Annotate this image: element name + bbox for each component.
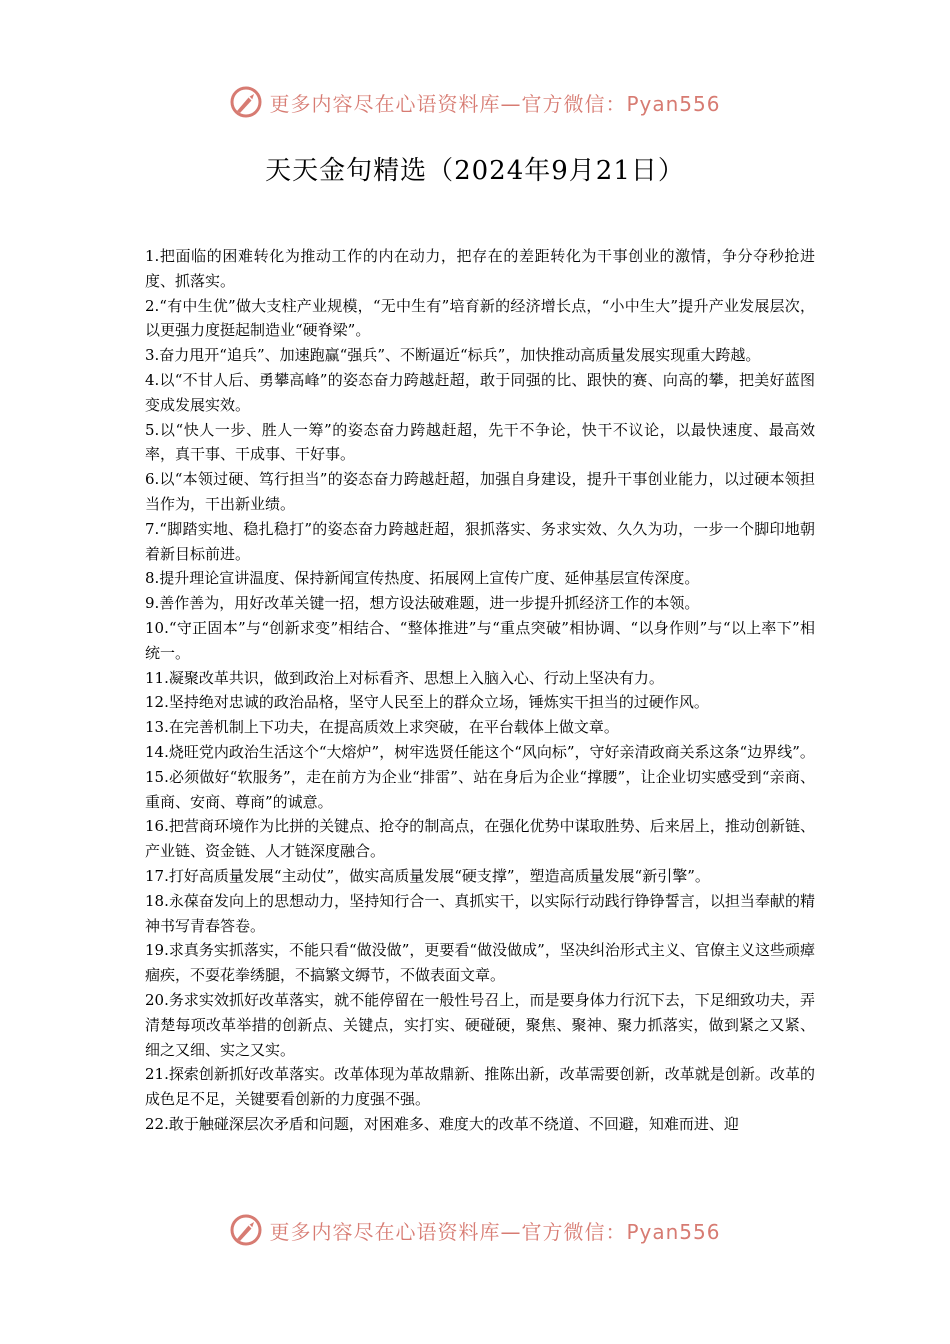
list-item: 14.烧旺党内政治生活这个“大熔炉”，树牢选贤任能这个“风向标”，守好亲清政商关系这条“边界线”。 [145,742,815,761]
list-item: 10.“守正固本”与“创新求变”相结合、“整体推进”与“重点突破”相协调、“以身作则”与“以上率下”相统一。 [145,618,815,662]
banner-text: 更多内容尽在心语资料库—官方微信：Pyan556 [269,91,721,116]
list-item: 19.求真务实抓落实，不能只看“做没做”，更要看“做没做成”，坚决纠治形式主义、官僚主义这些顽瘴痼疾，不耍花拳绣腿，不搞繁文缛节，不做表面文章。 [145,941,815,985]
list-item: 8.提升理论宣讲温度、保持新闻宣传热度、拓展网上宣传广度、延伸基层宣传深度。 [145,569,700,588]
list-item: 20.务求实效抓好改革落实，就不能停留在一般性号召上，而是要身体力行沉下去，下足细致功夫，弄清楚每项改革举措的创新点、关键点，实打实、硬碰硬，聚焦、聚神、聚力抓落实，做到紧之又紧、细之又细、实之又实。 [145,990,815,1059]
list-item: 1.把面临的困难转化为推动工作的内在动力，把存在的差距转化为干事创业的激情，争分夺秒抢进度、抓落实。 [145,247,815,290]
pen-nib-logo-icon [229,1213,263,1247]
list-item: 5.以“快人一步、胜人一筹”的姿态奋力跨越赶超，先干不争论，快干不议论，以最快速度、最高效率，真干事、干成事、干好事。 [145,420,815,464]
list-item: 13.在完善机制上下功夫，在提高质效上求突破，在平台载体上做文章。 [145,718,619,737]
list-item: 21.探索创新抓好改革落实。改革体现为革故鼎新、推陈出新，改革需要创新，改革就是创新。改革的成色足不足，关键要看创新的力度强不强。 [145,1065,815,1109]
list-item: 6.以“本领过硬、笃行担当”的姿态奋力跨越赶超，加强自身建设，提升干事创业能力，以过硬本领担当作为，干出新业绩。 [145,470,815,513]
top-banner [0,82,950,122]
list-item: 16.把营商环境作为比拼的关键点、抢夺的制高点，在强化优势中谋取胜势、后来居上，推动创新链、产业链、资金链、人才链深度融合。 [145,817,815,861]
list-item: 3.奋力甩开“追兵”、加速跑赢“强兵”、不断逼近“标兵”，加快推动高质量发展实现重大跨越。 [145,346,761,365]
bottom-banner [0,1210,950,1250]
list-item: 15.必须做好“软服务”，走在前方为企业“排雷”、站在身后为企业“撑腰”，让企业切实感受到“亲商、重商、安商、尊商”的诚意。 [145,767,815,811]
list-item: 4.以“不甘人后、勇攀高峰”的姿态奋力跨越赶超，敢于同强的比、跟快的赛、向高的攀，把美好蓝图变成发展实效。 [145,370,815,414]
list-item: 7.“脚踏实地、稳扎稳打”的姿态奋力跨越赶超，狠抓落实、务求实效、久久为功，一步一个脚印地朝着新目标前进。 [145,519,815,563]
banner-text: 更多内容尽在心语资料库—官方微信：Pyan556 [269,1219,721,1244]
quote-list [145,244,815,1137]
list-item: 11.凝聚改革共识，做到政治上对标看齐、思想上入脑入心、行动上坚决有力。 [145,668,664,687]
list-item: 18.永葆奋发向上的思想动力，坚持知行合一、真抓实干，以实际行动践行铮铮誓言，以担当奉献的精神书写青春答卷。 [145,891,815,935]
list-item: 12.坚持绝对忠诚的政治品格，坚守人民至上的群众立场，锤炼实干担当的过硬作风。 [145,693,709,712]
list-item: 9.善作善为，用好改革关键一招，想方设法破难题，进一步提升抓经济工作的本领。 [145,594,700,613]
page-title: 天天金句精选（2024年9月21日） [265,156,685,186]
list-item: 17.打好高质量发展“主动仗”，做实高质量发展“硬支撑”，塑造高质量发展“新引擎”。 [145,866,710,885]
pen-nib-logo-icon [229,85,263,119]
list-item: 22.敢于触碰深层次矛盾和问题，对困难多、难度大的改革不绕道、不回避，知难而进、迎 [145,1114,739,1133]
list-item: 2.“有中生优”做大支柱产业规模，“无中生有”培育新的经济增长点，“小中生大”提升产业发展层次，以更强力度挺起制造业“硬脊梁”。 [145,296,815,340]
